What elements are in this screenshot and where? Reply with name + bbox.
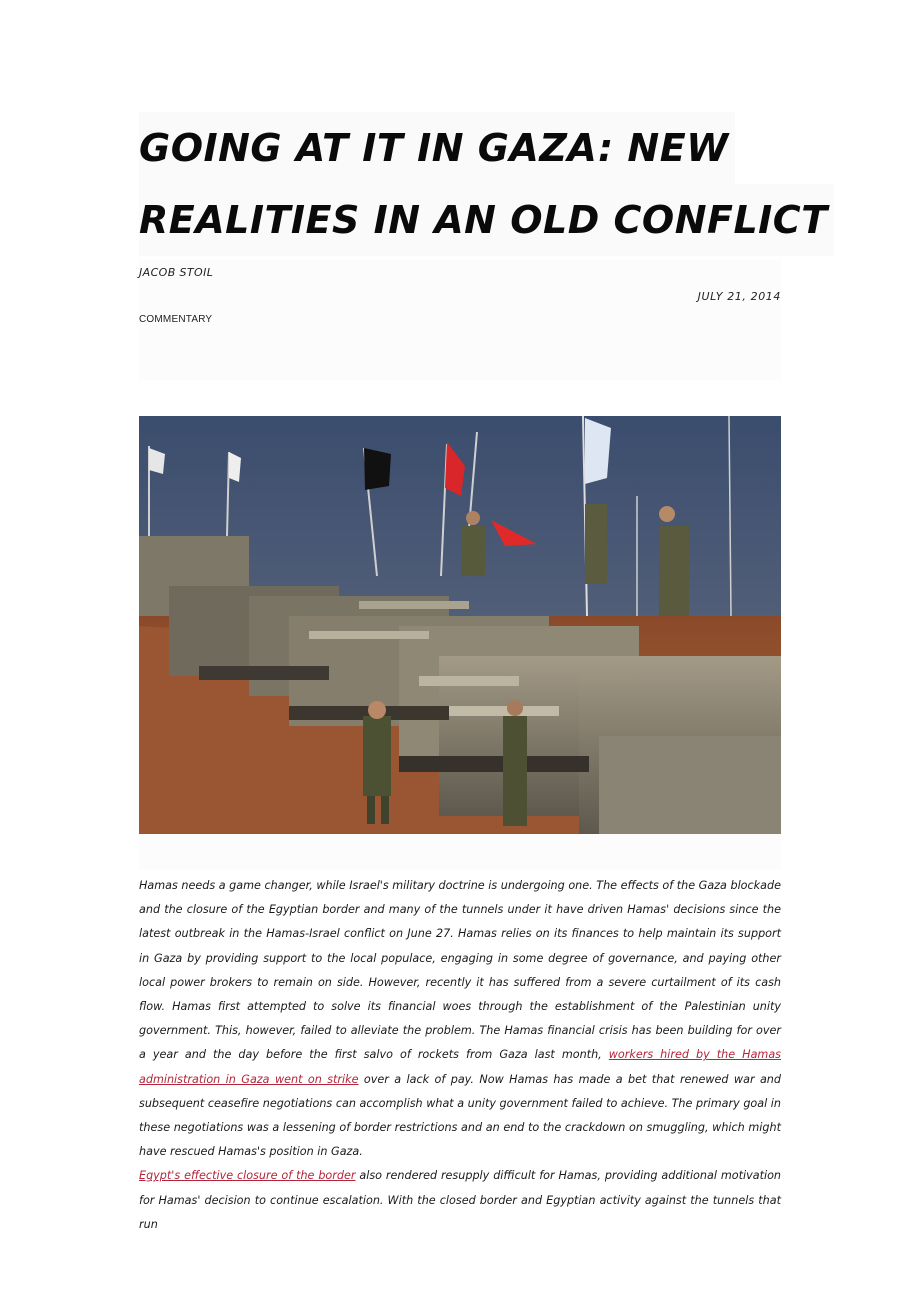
photo-caption-strip [139, 834, 781, 870]
article-title-line-2: REALITIES IN AN OLD CONFLICT [139, 184, 834, 256]
article-photo [139, 416, 781, 834]
publish-date: JULY 21, 2014 [697, 290, 781, 303]
paragraph-2 [139, 1164, 781, 1237]
article-body [139, 874, 781, 1237]
paragraph-1-text-start: Hamas needs a game changer, while Israel's military doctrine is undergoing one. The effects of the Gaza blockade and the closure of the Egyptian border and many of the tunnels under it have driven Hamas' decisions since the latest outbreak in the Hamas-Israel conflict on June 27. Hamas relies on its finances to help maintain its support in Gaza by providing support to the local populace, engaging in some degree of governance, and paying other local power brokers to remain on side. However, recently it has suffered from a severe curtailment of its cash flow. Hamas first attempted to solve its financial woes through the establishment of the Palestinian unity government. This, however, failed to alleviate the problem. The Hamas financial crisis has been building for over a year and the day before the first salvo of rockets from Gaza last month, [139, 879, 781, 1062]
article-title-line-1: GOING AT IT IN GAZA: NEW [139, 112, 735, 184]
paragraph-1-text-end: over a lack of pay. Now Hamas has made a bet that renewed war and subsequent ceasefire negotiations can accomplish what a unity government failed to achieve. The primary goal in these negotiations was a lessening of border restrictions and an end to the crackdown on smuggling, which might have rescued Hamas's position in Gaza. [139, 1072, 781, 1159]
hamas-workers-strike-link[interactable]: workers hired by the Hamas administration in Gaza went on strike [139, 1048, 782, 1086]
category-label[interactable]: COMMENTARY [139, 314, 213, 325]
paragraph-2-text: also rendered resupply difficult for Hamas, providing additional motivation for Hamas' decision to continue escalation. With the closed border and Egyptian activity against the tunnels that run [139, 1169, 781, 1231]
article-meta [139, 260, 781, 380]
article-title [139, 112, 828, 256]
photo-of-tanks-and-soldiers-icon [139, 416, 781, 834]
author-name[interactable]: JACOB STOIL [139, 266, 214, 279]
article [139, 112, 828, 1231]
paragraph-1 [139, 874, 781, 1164]
egypt-border-closure-link[interactable]: Egypt's effective closure of the border [139, 1169, 356, 1183]
